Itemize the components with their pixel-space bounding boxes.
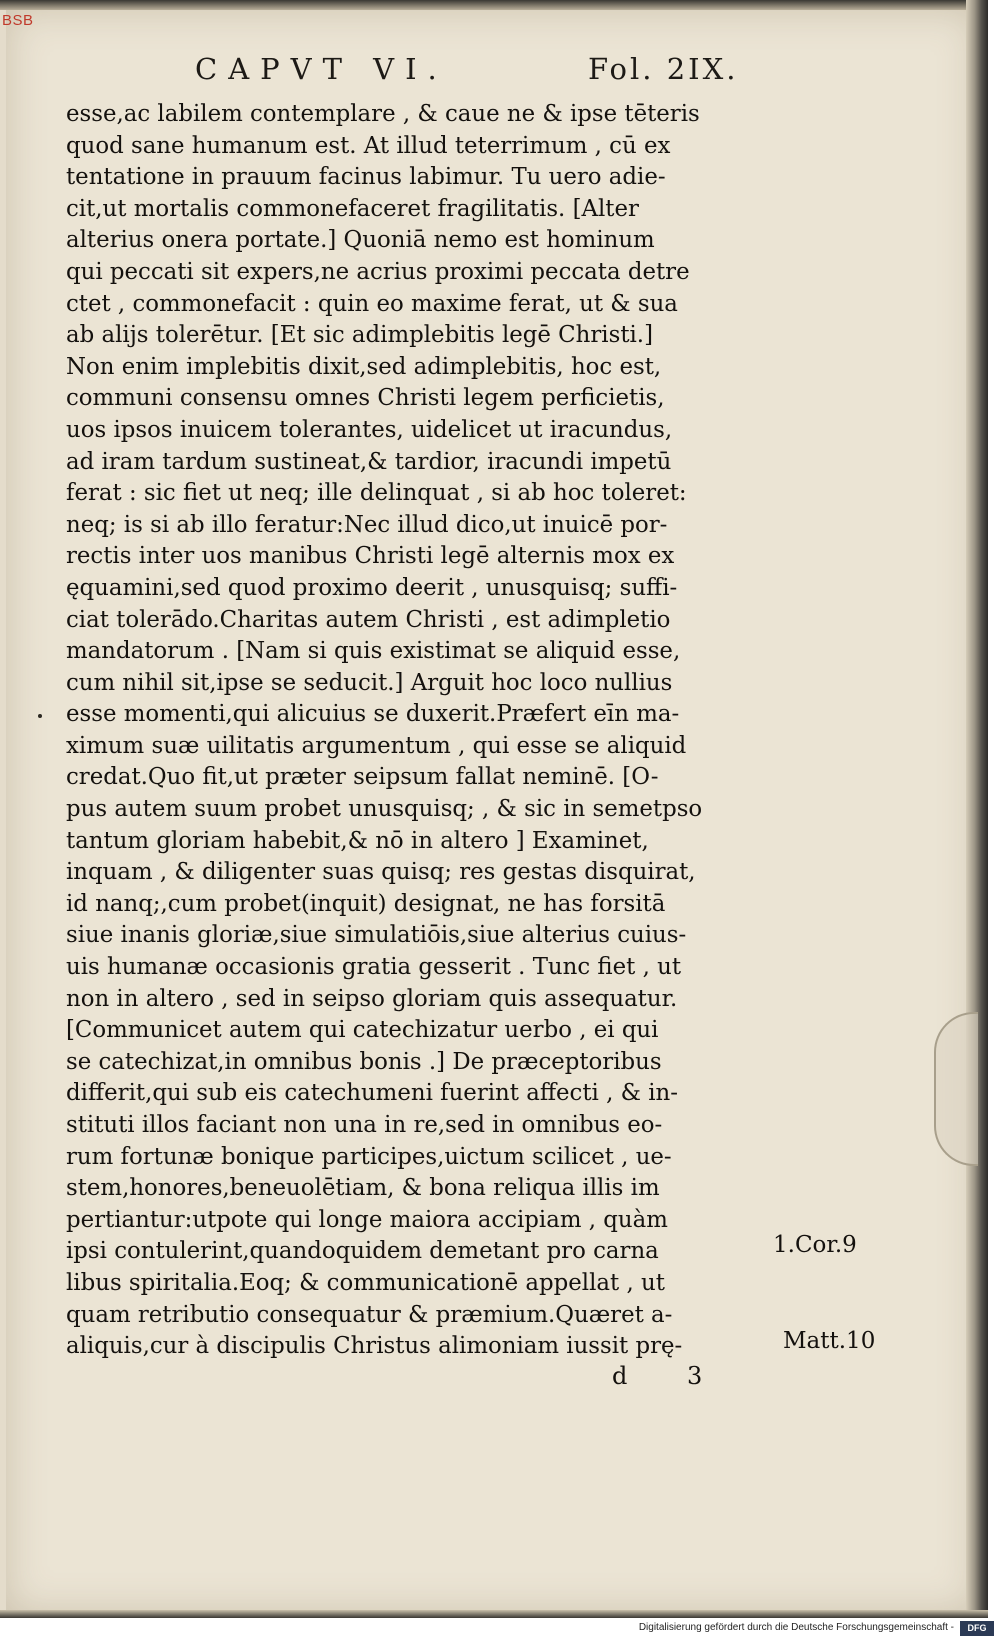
text-line: mandatorum . [Nam si quis existimat se aliquid esse,: [66, 636, 681, 665]
chapter-heading: CAPVT VI.: [195, 52, 448, 86]
marginal-reference: 1.Cor.9: [773, 1232, 857, 1258]
text-line: libus spiritalia.Eoq; & communicationē appellat , ut: [66, 1267, 665, 1296]
text-line: pertiantur:utpote qui longe maiora accipiam , quàm: [66, 1204, 668, 1233]
text-line: siue inanis gloriæ,siue simulatiōis,siue alterius cuius-: [66, 920, 687, 949]
text-line: quod sane humanum est. At illud teterrimum , cū ex: [66, 130, 671, 159]
text-line: ctet , commonefacit : quin eo maxime ferat, ut & sua: [66, 288, 678, 317]
text-line: ipsi contulerint,quandoquidem demetant pro carna: [66, 1236, 659, 1265]
marginal-reference: Matt.10: [783, 1328, 876, 1354]
text-line: esse momenti,qui alicuius se duxerit.Præfert eīn ma-: [66, 699, 680, 728]
text-line: uos ipsos inuicem tolerantes, uidelicet ut iracundus,: [66, 414, 673, 443]
text-line: non in altero , sed in seipso gloriam quis assequatur.: [66, 983, 678, 1012]
text-line: differit,qui sub eis catechumeni fuerint affecti , & in-: [66, 1078, 678, 1107]
text-line: id nanq;,cum probet(inquit) designat, ne has forsitā: [66, 888, 666, 917]
text-line: rectis inter uos manibus Christi legē alternis mox ex: [66, 541, 675, 570]
text-line: aliquis,cur à discipulis Christus alimoniam iussit prę-: [66, 1331, 683, 1360]
dfg-logo: DFG: [960, 1621, 994, 1636]
text-line: cum nihil sit,ipse se seducit.] Arguit hoc loco nullius: [66, 667, 673, 696]
text-line: cit,ut mortalis commonefaceret fragilitatis. [Alter: [66, 193, 639, 222]
text-line: uis humanæ occasionis gratia gesserit . Tunc fiet , ut: [66, 952, 682, 981]
text-line: esse,ac labilem contemplare , & caue ne & ipse tēteris: [66, 99, 700, 127]
text-line: tantum gloriam habebit,& nō in altero ] Examinet,: [66, 825, 649, 854]
bsb-logo: BSB: [2, 12, 34, 29]
text-line: se catechizat,in omnibus bonis .] De præceptoribus: [66, 1046, 662, 1075]
page-edge-top: [0, 0, 988, 10]
text-line: rum fortunæ bonique participes,uictum scilicet , ue-: [66, 1141, 672, 1170]
text-line: quam retributio consequatur & præmium.Quæret a-: [66, 1299, 673, 1328]
text-line: [Communicet autem qui catechizatur uerbo , ei qui: [66, 1015, 659, 1044]
text-line: ad iram tardum sustineat,& tardior, iracundi impetū: [66, 446, 672, 475]
page-edge-bottom: [0, 1610, 988, 1618]
text-line: neq; is si ab illo feratur:Nec illud dico,ut inuicē por-: [66, 509, 668, 538]
text-line: communi consensu omnes Christi legem perficietis,: [66, 383, 665, 412]
text-line: tentatione in prauum facinus labimur. Tu uero adie-: [66, 162, 666, 191]
text-line: pus autem suum probet unusquisq; , & sic in semetpso: [66, 794, 703, 823]
text-line: ab alijs tolerētur. [Et sic adimplebitis legē Christi.]: [66, 320, 653, 349]
text-line: stem,honores,beneuolētiam, & bona reliqua illis im: [66, 1173, 660, 1202]
folio-number: Fol. 2IX.: [588, 52, 739, 86]
text-line: ęquamini,sed quod proximo deerit , unusquisq; suffi-: [66, 572, 678, 601]
text-line: alterius onera portate.] Quoniā nemo est hominum: [66, 225, 655, 254]
margin-dot: [38, 714, 42, 718]
page-edge-right: [966, 0, 988, 1618]
text-line: ximum suæ uilitatis argumentum , qui esse se aliquid: [66, 730, 687, 759]
text-line: inquam , & diligenter suas quisq; res gestas disquirat,: [66, 857, 696, 886]
text-line: stituti illos faciant non una in re,sed in omnibus eo-: [66, 1110, 663, 1138]
text-line: qui peccati sit expers,ne acrius proximi peccata detre: [66, 256, 690, 285]
text-line: credat.Quo fit,ut præter seipsum fallat neminē. [O-: [66, 762, 659, 791]
running-head: [0, 52, 1000, 92]
text-line: ferat : sic fiet ut neq; ille delinquat , si ab hoc toleret:: [66, 478, 687, 507]
footer-credit: Digitalisierung gefördert durch die Deutsche Forschungsgemeinschaft -: [638, 1622, 954, 1633]
signature-mark: d 3: [612, 1362, 729, 1390]
bookmark-tab: [934, 1012, 978, 1166]
text-line: Non enim implebitis dixit,sed adimplebitis, hoc est,: [66, 351, 662, 380]
footer-bar: [0, 1618, 1000, 1641]
text-line: ciat tolerādo.Charitas autem Christi , est adimpletio: [66, 604, 671, 633]
body-text: [66, 98, 786, 1362]
